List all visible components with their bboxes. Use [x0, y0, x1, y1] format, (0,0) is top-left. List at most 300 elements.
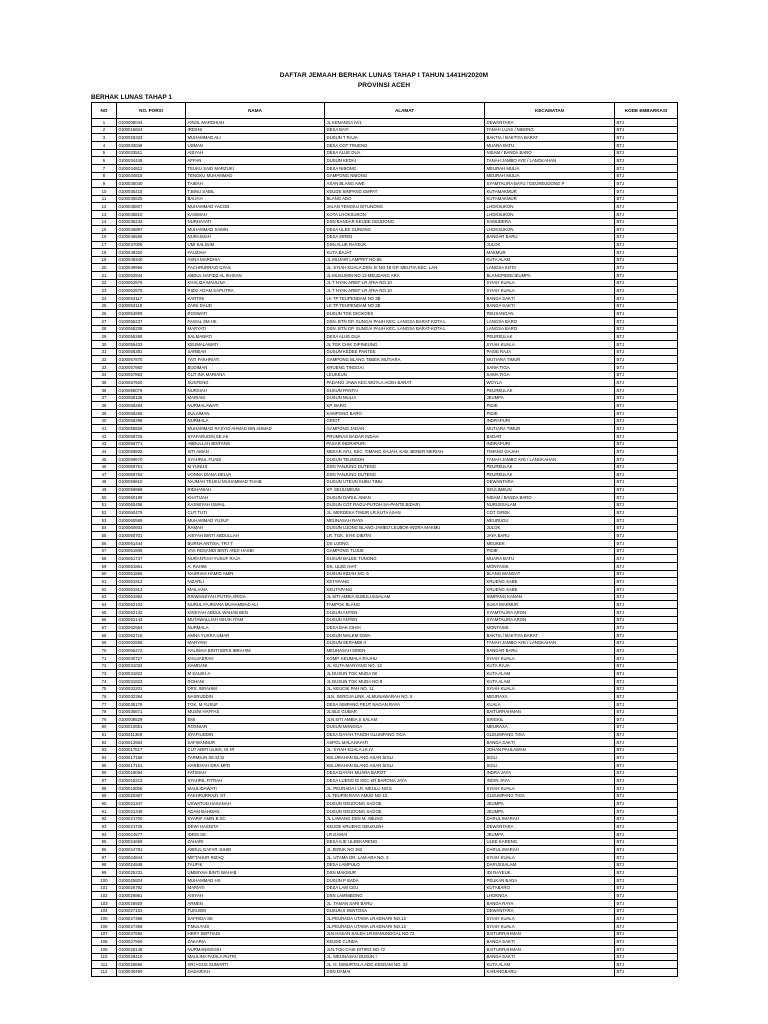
cell-kecamatan: SYIAH KUALA	[485, 854, 615, 862]
cell-kode-embarkasi: BTJ	[615, 961, 678, 969]
cell-kode-embarkasi: BTJ	[615, 777, 678, 785]
cell-no-porsi: 0100060456	[117, 501, 186, 509]
table-row	[92, 141, 678, 149]
cell-alamat: DESA ILIE ULEEKARENG	[325, 838, 485, 846]
cell-kecamatan: KRUENG SABE	[485, 578, 615, 586]
cell-nama: SYAHRUL FUADI	[186, 455, 325, 463]
cell-no: 52	[92, 509, 117, 517]
table-row	[92, 777, 678, 785]
cell-alamat: DUSUN INDAH NO. 6	[325, 570, 485, 578]
cell-no-porsi: 0100060479	[117, 509, 186, 517]
table-row	[92, 953, 678, 961]
cell-kecamatan: BANDA SAKTI	[485, 739, 615, 747]
table-row	[92, 792, 678, 800]
cell-nama: CUT ADIFI ULIEK, M. IR	[186, 746, 325, 754]
cell-kecamatan: KUTABARO	[485, 884, 615, 892]
table-row	[92, 180, 678, 188]
cell-kode-embarkasi: BTJ	[615, 792, 678, 800]
cell-kecamatan: DARUSSALAM	[485, 861, 615, 869]
cell-nama: ROSWATI	[186, 310, 325, 318]
cell-alamat: DESA SIMPANG PEUT NAGAN RAYA	[325, 700, 485, 708]
cell-kode-embarkasi: BTJ	[615, 478, 678, 486]
cell-alamat: JL. MEUNASAH DUSUN I	[325, 953, 485, 961]
cell-nama: TARMILIN SE.M.SI	[186, 754, 325, 762]
cell-no-porsi: 0100025231	[117, 869, 186, 877]
cell-kode-embarkasi: BTJ	[615, 731, 678, 739]
table-row	[92, 287, 678, 295]
table-row	[92, 241, 678, 249]
cell-no: 92	[92, 815, 117, 823]
cell-kecamatan: JEUMPA	[485, 808, 615, 816]
cell-kode-embarkasi: BTJ	[615, 922, 678, 930]
cell-no: 61	[92, 578, 117, 586]
cell-alamat: ASAN BLANG AWE	[325, 180, 485, 188]
cell-no-porsi: 0100034818	[117, 172, 186, 180]
table-row	[92, 785, 678, 793]
table-row	[92, 540, 678, 548]
cell-no: 2	[92, 126, 117, 134]
table-row	[92, 478, 678, 486]
cell-no: 32	[92, 356, 117, 364]
cell-nama: NURMALA	[186, 417, 325, 425]
cell-nama: USMAN	[186, 141, 325, 149]
cell-no: 22	[92, 279, 117, 287]
cell-nama: SITI AMAN	[186, 448, 325, 456]
table-row	[92, 723, 678, 731]
cell-no-porsi: 0100049966	[117, 264, 186, 272]
cell-kecamatan: DEWANTARA	[485, 823, 615, 831]
cell-no: 36	[92, 386, 117, 394]
cell-no-porsi: 0100058138	[117, 394, 186, 402]
cell-alamat: DESA NIBONG	[325, 164, 485, 172]
cell-kecamatan: PIDIE	[485, 547, 615, 555]
cell-no: 19	[92, 256, 117, 264]
cell-kecamatan: SYAMTALIRA BAYU / GEUREUDONG P	[485, 180, 615, 188]
cell-kode-embarkasi: BTJ	[615, 654, 678, 662]
cell-kecamatan: KARANGBARU	[485, 968, 615, 976]
cell-kode-embarkasi: BTJ	[615, 517, 678, 525]
cell-kecamatan: PIDIE	[485, 402, 615, 410]
cell-nama: SALMAWATI	[186, 333, 325, 341]
cell-kode-embarkasi: BTJ	[615, 716, 678, 724]
table-row	[92, 302, 678, 310]
cell-nama: BUDIMAN	[186, 364, 325, 372]
cell-kecamatan: BAKTIA / BAKTIYA BARAT	[485, 631, 615, 639]
cell-nama: RIZKI AGAM SAPUTRA	[186, 287, 325, 295]
table-row	[92, 693, 678, 701]
cell-no-porsi: 0100024577	[117, 831, 186, 839]
cell-no: 3	[92, 134, 117, 142]
cell-alamat: JL.SITI AMBIA SUBULUSSALAM	[325, 593, 485, 601]
cell-kecamatan: SYIAH KUALA	[485, 287, 615, 295]
cell-kode-embarkasi: BTJ	[615, 256, 678, 264]
table-row	[92, 563, 678, 571]
cell-nama: HALIMAH BINTI IDRIS IBRAHIM	[186, 647, 325, 655]
table-row	[92, 700, 678, 708]
table-header-row	[92, 103, 678, 119]
cell-no: 83	[92, 746, 117, 754]
cell-no-porsi: 0100035810	[117, 210, 186, 218]
cell-kode-embarkasi: BTJ	[615, 570, 678, 578]
cell-alamat: DESA LAMPULO	[325, 861, 485, 869]
table-row	[92, 961, 678, 969]
cell-nama: NAJMAH TEUKU MUHAMMAD THAIB	[186, 478, 325, 486]
cell-nama: CUT TUTI	[186, 509, 325, 517]
table-row	[92, 149, 678, 157]
cell-no-porsi: 0100036897	[117, 226, 186, 234]
cell-nama: YATI FAKHRIATI	[186, 356, 325, 364]
cell-no: 95	[92, 838, 117, 846]
cell-no-porsi: 0100057920	[117, 379, 186, 387]
cell-kecamatan: BANDA SAKTI	[485, 302, 615, 310]
cell-kode-embarkasi: BTJ	[615, 563, 678, 571]
cell-kecamatan: MUARA BATU	[485, 141, 615, 149]
cell-no: 94	[92, 831, 117, 839]
cell-nama: ABDUL HAFIDZ AL IKHSAN	[186, 272, 325, 280]
cell-alamat: KUTA BAJAT	[325, 249, 485, 257]
cell-nama: RIDHANIAH	[186, 486, 325, 494]
cell-kecamatan: SYIAH KUALA	[485, 915, 615, 923]
cell-alamat: JL. KUTA MANYANG NO. 13	[325, 662, 485, 670]
document-title: DAFTAR JEMAAH BERHAK LUNAS TAHAP I TAHUN 1441H/2020M	[279, 72, 489, 79]
cell-no: 70	[92, 647, 117, 655]
cell-kecamatan: JULOK	[485, 241, 615, 249]
cell-alamat: JL LAWANG DSN M. ABUNG	[325, 815, 485, 823]
cell-nama: BAIJAH	[186, 195, 325, 203]
cell-nama: ARMEN	[186, 899, 325, 907]
cell-no: 86	[92, 769, 117, 777]
cell-kecamatan: COT GIREK	[485, 509, 615, 517]
table-row	[92, 654, 678, 662]
cell-kode-embarkasi: BTJ	[615, 417, 678, 425]
column-header-kecamatan: KECAMATAN	[485, 103, 615, 119]
cell-no-porsi: 0100059761	[117, 463, 186, 471]
cell-no-porsi: 0100058285	[117, 409, 186, 417]
cell-alamat: DSN BANDAR KEUDE GEUDONG	[325, 218, 485, 226]
cell-no: 98	[92, 861, 117, 869]
cell-alamat: KEUDE KRUENG GEUKUEH	[325, 823, 485, 831]
cell-kode-embarkasi: BTJ	[615, 364, 678, 372]
cell-no-porsi: 0100026861	[117, 892, 186, 900]
cell-kode-embarkasi: BTJ	[615, 195, 678, 203]
cell-kecamatan: PASIE RAJA	[485, 348, 615, 356]
table-row	[92, 348, 678, 356]
cell-alamat: JL. TAMAN SARI BARU	[325, 899, 485, 907]
cell-nama: EMI	[186, 716, 325, 724]
cell-no-porsi: 0100055433	[117, 341, 186, 349]
cell-no: 24	[92, 295, 117, 303]
table-row	[92, 463, 678, 471]
cell-no: 42	[92, 432, 117, 440]
cell-nama: ADAM BAHMAN	[186, 808, 325, 816]
cell-alamat: DUSUN KEDAI	[325, 157, 485, 165]
cell-no-porsi: 0100033511	[117, 149, 186, 157]
table-row	[92, 762, 678, 770]
table-row	[92, 631, 678, 639]
cell-nama: A. RAHIM	[186, 563, 325, 571]
cell-no: 26	[92, 310, 117, 318]
cell-no-porsi: 0100046555	[117, 233, 186, 241]
cell-kecamatan: DARUL IMARAH	[485, 815, 615, 823]
cell-no: 85	[92, 762, 117, 770]
table-row	[92, 386, 678, 394]
cell-kecamatan: SYIAH KUALA	[485, 654, 615, 662]
cell-alamat: PASAR INDRAPURI	[325, 440, 485, 448]
cell-kode-embarkasi: BTJ	[615, 869, 678, 877]
cell-kode-embarkasi: BTJ	[615, 601, 678, 609]
cell-nama: MIFTAHUR RIZAQ	[186, 854, 325, 862]
cell-no-porsi: 0100061444	[117, 540, 186, 548]
cell-no: 57	[92, 547, 117, 555]
cell-nama: ZAHARI	[186, 838, 325, 846]
cell-kecamatan: MEURAXA	[485, 693, 615, 701]
table-row	[92, 455, 678, 463]
cell-kecamatan: BANDA RAYA	[485, 899, 615, 907]
jemaah-table	[91, 102, 678, 977]
cell-no: 39	[92, 409, 117, 417]
cell-kode-embarkasi: BTJ	[615, 509, 678, 517]
cell-no-porsi: 0100061737	[117, 555, 186, 563]
cell-kecamatan: TANAH JAMBO AYE / LANGKAHAN	[485, 455, 615, 463]
cell-alamat: DUSUN T RAJA	[325, 134, 485, 142]
cell-no: 63	[92, 593, 117, 601]
cell-alamat: JL. PEURADA I LR. MEULU NO.5	[325, 785, 485, 793]
cell-kode-embarkasi: BTJ	[615, 555, 678, 563]
table-row	[92, 448, 678, 456]
cell-alamat: GRIOT	[325, 417, 485, 425]
cell-no-porsi: 0100012664	[117, 739, 186, 747]
cell-kecamatan: SYIAH KUALA	[485, 785, 615, 793]
cell-kecamatan: MEURUDU	[485, 517, 615, 525]
cell-no: 28	[92, 325, 117, 333]
cell-nama: TGK. M.YUSUF	[186, 700, 325, 708]
cell-nama: RISWANSYAH PUTRA ARIGA	[186, 593, 325, 601]
cell-no-porsi: 0100052676	[117, 279, 186, 287]
cell-no: 60	[92, 570, 117, 578]
cell-kode-embarkasi: BTJ	[615, 119, 678, 127]
cell-kode-embarkasi: BTJ	[615, 754, 678, 762]
table-row	[92, 884, 678, 892]
cell-no: 5	[92, 149, 117, 157]
cell-no-porsi: 0100031034	[117, 662, 186, 670]
table-row	[92, 854, 678, 862]
cell-alamat: DUSUN GEUDONG SAGOE	[325, 808, 485, 816]
cell-no: 38	[92, 402, 117, 410]
cell-no: 35	[92, 379, 117, 387]
cell-nama: NASRIAH HAMID AMIN	[186, 570, 325, 578]
cell-alamat: DESA ALUE DUA	[325, 333, 485, 341]
cell-alamat: DSN LAMNIBONG	[325, 892, 485, 900]
cell-nama: SYAHRIL FITRAH	[186, 777, 325, 785]
cell-no-porsi: 0100061912	[117, 578, 186, 586]
table-row	[92, 609, 678, 617]
cell-no-porsi: 0100052678	[117, 287, 186, 295]
cell-kode-embarkasi: BTJ	[615, 800, 678, 808]
cell-no: 91	[92, 808, 117, 816]
table-row	[92, 333, 678, 341]
cell-kode-embarkasi: BTJ	[615, 141, 678, 149]
cell-nama: TENGKU MUHAMMAD	[186, 172, 325, 180]
cell-no: 59	[92, 563, 117, 571]
cell-no-porsi: 0100032201	[117, 685, 186, 693]
table-row	[92, 815, 678, 823]
cell-kecamatan: IDI RAYEUK	[485, 869, 615, 877]
cell-no-porsi: 0100032394	[117, 693, 186, 701]
cell-nama: AISYAH	[186, 892, 325, 900]
cell-alamat: JL JERUK NO 162	[325, 846, 485, 854]
cell-no: 84	[92, 754, 117, 762]
cell-kode-embarkasi: BTJ	[615, 968, 678, 976]
cell-kode-embarkasi: BTJ	[615, 402, 678, 410]
cell-no: 51	[92, 501, 117, 509]
cell-kode-embarkasi: BTJ	[615, 126, 678, 134]
cell-kode-embarkasi: BTJ	[615, 172, 678, 180]
cell-alamat: DUSUN MALEM DIWA	[325, 631, 485, 639]
table-row	[92, 524, 678, 532]
cell-nama: TAUFIK	[186, 861, 325, 869]
cell-alamat: DUSUN UTEUN KUBU TIMU	[325, 478, 485, 486]
cell-kecamatan: TIMANG GAJAH	[485, 448, 615, 456]
cell-alamat: DESA DAYAH TANOH GLUMPANG TIGA	[325, 731, 485, 739]
cell-kode-embarkasi: BTJ	[615, 586, 678, 594]
table-row	[92, 517, 678, 525]
cell-kode-embarkasi: BTJ	[615, 899, 678, 907]
cell-nama: KASIMAH	[186, 210, 325, 218]
cell-nama: VIVI RDSANDI BINTI ANDI HASBI	[186, 547, 325, 555]
table-row	[92, 440, 678, 448]
cell-kecamatan: DARUL IMARAH	[485, 846, 615, 854]
cell-alamat: DUSUN PANTAI	[325, 386, 485, 394]
cell-no: 48	[92, 478, 117, 486]
cell-no-porsi: 0100027369	[117, 922, 186, 930]
cell-nama: KEUMALAWATI	[186, 341, 325, 349]
cell-nama: UMI KALSUM	[186, 241, 325, 249]
cell-kecamatan: SYIAH KUALA	[485, 341, 615, 349]
cell-no-porsi: 0100060589	[117, 517, 186, 525]
table-row	[92, 471, 678, 479]
cell-kecamatan: BANDAR BARU	[485, 647, 615, 655]
cell-kode-embarkasi: BTJ	[615, 647, 678, 655]
table-row	[92, 624, 678, 632]
cell-no-porsi: 0100055237	[117, 318, 186, 326]
cell-nama: DADARIAH	[186, 968, 325, 976]
cell-kecamatan: SYIAH KUALA	[485, 685, 615, 693]
cell-no-porsi: 0100047005	[117, 241, 186, 249]
cell-alamat: DESA LAM CEU	[325, 884, 485, 892]
cell-nama: SAFRIDA SE	[186, 915, 325, 923]
cell-no: 12	[92, 203, 117, 211]
cell-kode-embarkasi: BTJ	[615, 907, 678, 915]
table-row	[92, 417, 678, 425]
cell-no-porsi: 0100061866	[117, 570, 186, 578]
cell-nama: MAULIDAWATI	[186, 785, 325, 793]
cell-no: 88	[92, 785, 117, 793]
table-row	[92, 662, 678, 670]
cell-nama: AFFAN	[186, 157, 325, 165]
cell-no-porsi: 0100021700	[117, 815, 186, 823]
cell-kode-embarkasi: BTJ	[615, 425, 678, 433]
cell-kode-embarkasi: BTJ	[615, 854, 678, 862]
cell-alamat: KEUDE SIMPANG EMPAT	[325, 187, 485, 195]
cell-kecamatan: PEUSANGAN	[485, 310, 615, 318]
cell-kode-embarkasi: BTJ	[615, 915, 678, 923]
cell-no: 45	[92, 455, 117, 463]
cell-kode-embarkasi: BTJ	[615, 203, 678, 211]
cell-nama: ROHANI	[186, 677, 325, 685]
cell-no-porsi: 0100059670	[117, 455, 186, 463]
cell-alamat: JLN. SEROJA LINK. ALMUNAWARAH NO. 5	[325, 693, 485, 701]
table-row	[92, 708, 678, 716]
cell-no: 40	[92, 417, 117, 425]
cell-kode-embarkasi: BTJ	[615, 233, 678, 241]
cell-kode-embarkasi: BTJ	[615, 846, 678, 854]
cell-no: 78	[92, 708, 117, 716]
cell-kecamatan: KUALA	[485, 700, 615, 708]
cell-no-porsi: 0100053118	[117, 302, 186, 310]
cell-alamat: JL. KEUCIK PAH NO. 11	[325, 685, 485, 693]
cell-kecamatan: GLEUMPANG TIGA	[485, 792, 615, 800]
cell-no: 99	[92, 869, 117, 877]
cell-no-porsi: 0100017617	[117, 746, 186, 754]
cell-alamat: DUSUN SERAMBI II	[325, 639, 485, 647]
table-body	[92, 119, 678, 977]
cell-no-porsi: 0100061913	[117, 586, 186, 594]
cell-kode-embarkasi: BTJ	[615, 700, 678, 708]
cell-kecamatan: SINGKIL	[485, 716, 615, 724]
cell-alamat: KOMP. KEUMALA RAJHU	[325, 654, 485, 662]
cell-nama: FAUZIAH	[186, 249, 325, 257]
cell-nama: T.BINU SABIL	[186, 187, 325, 195]
cell-no-porsi: 0100024659	[117, 838, 186, 846]
cell-alamat: JL.PEURADA UTAMA LR.KENARI NO.13	[325, 922, 485, 930]
cell-kode-embarkasi: BTJ	[615, 295, 678, 303]
cell-alamat: MEKAR AYU, KEC. TIMANG GAJAH, KAB. BENER MERIAH	[325, 448, 485, 456]
cell-kode-embarkasi: BTJ	[615, 808, 678, 816]
cell-no: 72	[92, 662, 117, 670]
cell-no: 90	[92, 800, 117, 808]
table-row	[92, 509, 678, 517]
cell-kecamatan: KRUENG SABE	[485, 586, 615, 594]
cell-alamat: JL TGK CHIK DIPINEUNG	[325, 341, 485, 349]
cell-no-porsi: 0100057860	[117, 364, 186, 372]
cell-alamat: JL. UTAMA DR. LAM ARA NO. 3	[325, 854, 485, 862]
cell-kode-embarkasi: BTJ	[615, 318, 678, 326]
cell-kecamatan: MAKMUR	[485, 249, 615, 257]
cell-alamat: JALAN TENGKU DITUNONG	[325, 203, 485, 211]
cell-no-porsi: 0100036242	[117, 218, 186, 226]
table-row	[92, 256, 678, 264]
column-header-kode-embarkasi: KODE EMBARKASI	[615, 103, 678, 119]
table-row	[92, 226, 678, 234]
cell-no: 29	[92, 333, 117, 341]
table-row	[92, 325, 678, 333]
cell-nama: AMNA YUSRA UMAR	[186, 631, 325, 639]
section-heading: BERHAK LUNAS TAHAP 1	[91, 94, 173, 101]
table-row	[92, 922, 678, 930]
cell-kecamatan: INGIN JAYA	[485, 777, 615, 785]
cell-alamat: LK TP TEUPENDAM NO 3B	[325, 295, 485, 303]
cell-kecamatan: ULEE KARENG	[485, 838, 615, 846]
cell-alamat: MEUNASAH SIREN	[325, 647, 485, 655]
cell-kode-embarkasi: BTJ	[615, 210, 678, 218]
cell-kecamatan: BLANG MANGAT	[485, 570, 615, 578]
cell-no-porsi: 0100019006	[117, 785, 186, 793]
cell-no: 89	[92, 792, 117, 800]
cell-kecamatan: BANDA SAKTI	[485, 938, 615, 946]
cell-kode-embarkasi: BTJ	[615, 624, 678, 632]
cell-alamat: JL DUSUN TGK MUDA NO 8	[325, 677, 485, 685]
table-row	[92, 295, 678, 303]
